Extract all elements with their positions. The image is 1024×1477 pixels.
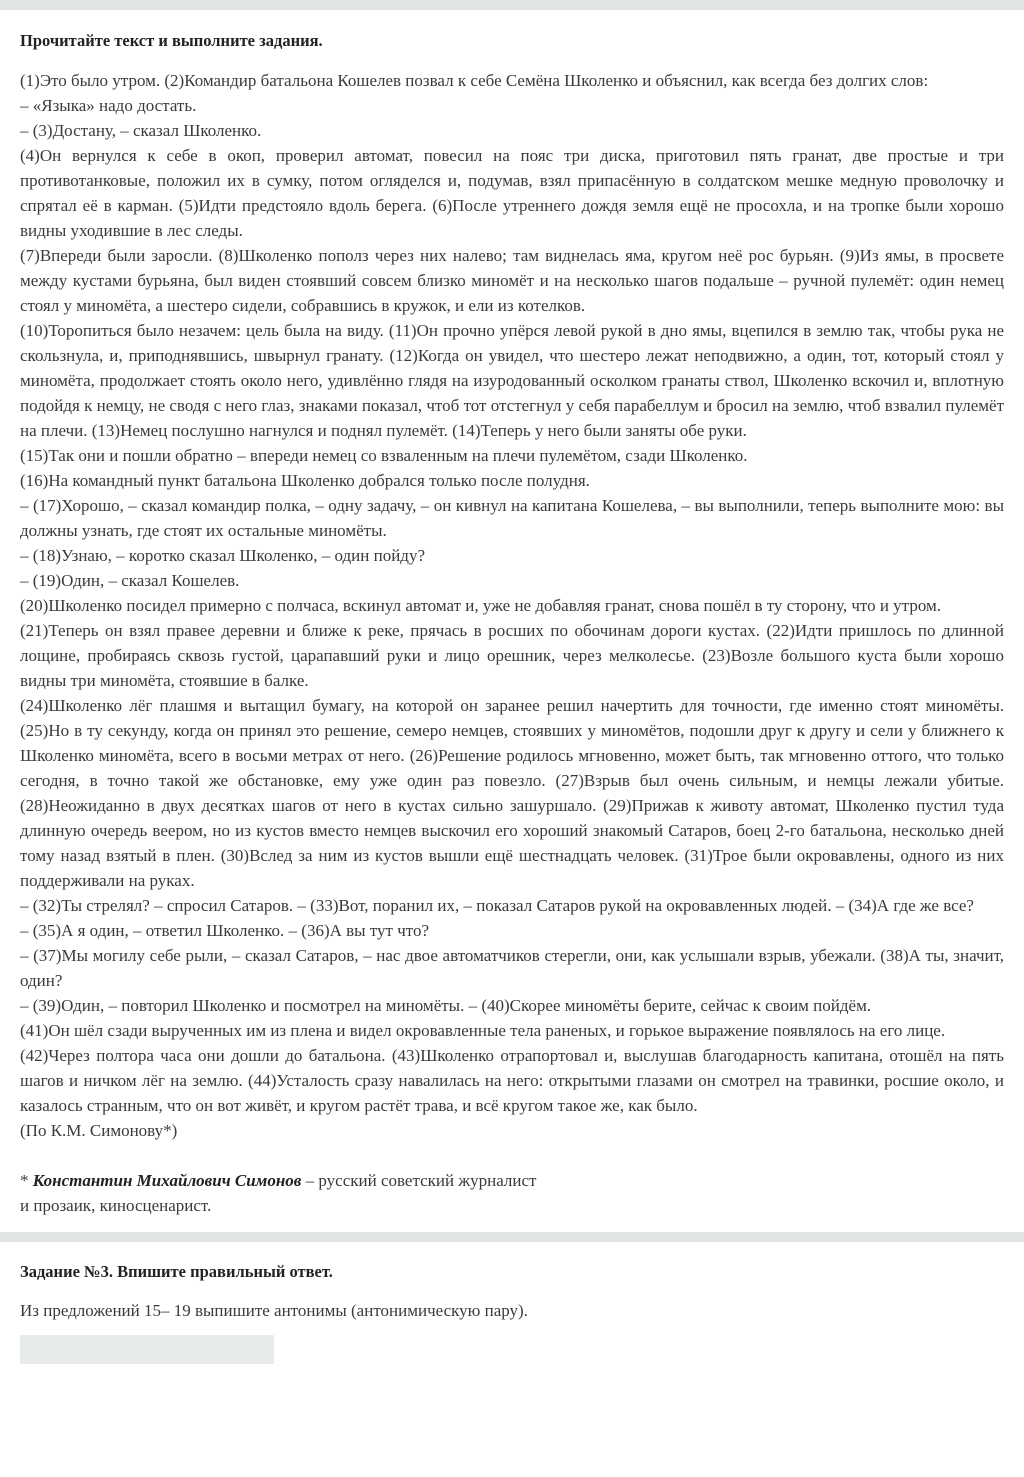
footnote-text: – русский советский журналист (301, 1171, 537, 1190)
paragraph: – (35)А я один, – ответил Школенко. – (36)А вы тут что? (20, 921, 430, 940)
section-divider-bar (0, 1232, 1024, 1242)
footnote-marker: * (20, 1171, 33, 1190)
paragraph: (21)Теперь он взял правее деревни и ближе к реке, прячась в росших по обочинам дороги кустах. (22)Идти пришлось по длинной лощине, пробираясь сквозь густой, царапавший руки и лицо орешник, через мелколесье. (23)Возле большого куста были хорошо видны три миномёта, стоявшие в балке. (20, 621, 1004, 690)
paragraph: (42)Через полтора часа они дошли до батальона. (43)Школенко отрапортовал и, выслушав благодарность капитана, отошёл на пять шагов и ничком лёг на землю. (44)Усталость сразу навалилась на него: открытыми глазами он смотрел на травинки, росшие около, и казалось странным, что он вот живёт, и кругом растёт трава, и всё кругом такое же, как было. (20, 1046, 1004, 1115)
paragraph: – (19)Один, – сказал Кошелев. (20, 571, 240, 590)
task-question: Из предложений 15– 19 выпишите антонимы (антонимическую пару). (20, 1301, 528, 1320)
paragraph: – (17)Хорошо, – сказал командир полка, – одну задачу, – он кивнул на капитана Кошелева, – вы выполнили, теперь выполните мою: вы должны узнать, где стоят их остальные миномёты. (20, 496, 1004, 540)
paragraph: (16)На командный пункт батальона Школенко добрался только после полудня. (20, 471, 590, 490)
paragraph: (15)Так они и пошли обратно – впереди немец со взваленным на плечи пулемётом, сзади Школенко. (20, 446, 748, 465)
paragraph: – (18)Узнаю, – коротко сказал Школенко, – один пойду? (20, 546, 425, 565)
paragraph: – «Языка» надо достать. (20, 96, 197, 115)
paragraph: – (32)Ты стрелял? – спросил Сатаров. – (33)Вот, поранил их, – показал Сатаров рукой на окровавленных людей. – (34)А где же все? (20, 896, 974, 915)
paragraph: (24)Школенко лёг плашмя и вытащил бумагу, на которой он заранее решил начертить для точности, где именно стоят миномёты. (25)Но в ту секунду, когда он принял это решение, семеро немцев, стоявших у миномётов, подошли друг к другу и сели у ближнего к Школенко миномёта, всего в восьми метрах от него. (26)Решение родилось мгновенно, может быть, так мгновенно оттого, что только сегодня, в точно такой же обстановке, ему уже один раз повезло. (27)Взрыв был очень сильным, и немцы лежали убитые. (28)Неожиданно в двух десятках шагов от него в кустах сильно зашуршало. (29)Прижав к животу автомат, Школенко пустил туда длинную очередь веером, но из кустов вместо немцев выскочил его хороший знакомый Сатаров, боец 2-го батальона, несколько дней тому назад взятый в плен. (30)Вслед за ним из кустов вышли ещё шестнадцать человек. (31)Трое были окровавлены, одного из них поддерживали на руках. (20, 696, 1004, 890)
paragraph: (7)Впереди были заросли. (8)Школенко пополз через них налево; там виднелась яма, кругом неё рос бурьян. (9)Из ямы, в просвете между кустами бурьяна, был виден стоявший совсем близко миномёт и на несколько шагов подальше – ручной пулемёт: один немец стоял у миномёта, а шестеро сидели, собравшись в кружок, и ели из котелков. (20, 246, 1004, 315)
source-attribution: (По К.М. Симонову*) (20, 1121, 178, 1140)
paragraph: (10)Торопиться было незачем: цель была на виду. (11)Он прочно упёрся левой рукой в дно ямы, вцепился в землю так, чтобы рука не скользнула, и, приподнявшись, швырнул гранату. (12)Когда он увидел, что шестеро лежат неподвижно, а один, тот, который стоял у миномёта, продолжает стоять около него, удивлённо глядя на изуродованный осколком гранаты ствол, Школенко вскочил и, вплотную подойдя к немцу, не сводя с него глаз, знаками показал, чтоб тот отстегнул у себя парабеллум и бросил на землю, чтоб взвалил пулемёт на плечи. (13)Немец послушно нагнулся и поднял пулемёт. (14)Теперь у него были заняты обе руки. (20, 321, 1004, 440)
paragraph: – (3)Достану, – сказал Школенко. (20, 121, 262, 140)
paragraph: – (39)Один, – повторил Школенко и посмотрел на миномёты. – (40)Скорее миномёты берите, сейчас к своим пойдём. (20, 996, 872, 1015)
reading-section (0, 10, 1024, 1218)
paragraph: (41)Он шёл сзади вырученных им из плена и видел окровавленные тела раненых, и горькое выражение появлялось на его лице. (20, 1021, 946, 1040)
paragraph: (1)Это было утром. (2)Командир батальона Кошелев позвал к себе Семёна Школенко и объяснил, как всегда без долгих слов: (20, 71, 929, 90)
instruction-heading: Прочитайте текст и выполните задания. (20, 31, 323, 50)
task-title: Задание №3. Впишите правильный ответ. (20, 1262, 333, 1281)
paragraph: – (37)Мы могилу себе рыли, – сказал Сатаров, – нас двое автоматчиков стерегли, они, как услышали взрыв, убежали. (38)А ты, значит, один? (20, 946, 1004, 990)
top-divider-bar (0, 0, 1024, 10)
paragraph: (4)Он вернулся к себе в окоп, проверил автомат, повесил на пояс три диска, приготовил пять гранат, две простые и три противотанковые, положил их в сумку, потом огляделся и, подумав, взял припасённую в солдатском мешке медную проволочку и спрятал её в карман. (5)Идти предстояло вдоль берега. (6)После утреннего дождя земля ещё не просохла, и на тропке были хорошо видны уходившие в лес следы. (20, 146, 1004, 240)
author-footnote (20, 1168, 1004, 1218)
story-text (20, 68, 1004, 1143)
footnote-author-name: Константин Михайлович Симонов (32, 1171, 302, 1190)
paragraph: (20)Школенко посидел примерно с полчаса, вскинул автомат и, уже не добавляя гранат, снова пошёл в ту сторону, что и утром. (20, 596, 942, 615)
task-section (0, 1242, 1024, 1364)
footnote-text-line2: и прозаик, киносценарист. (20, 1196, 212, 1215)
answer-input[interactable] (20, 1335, 274, 1364)
